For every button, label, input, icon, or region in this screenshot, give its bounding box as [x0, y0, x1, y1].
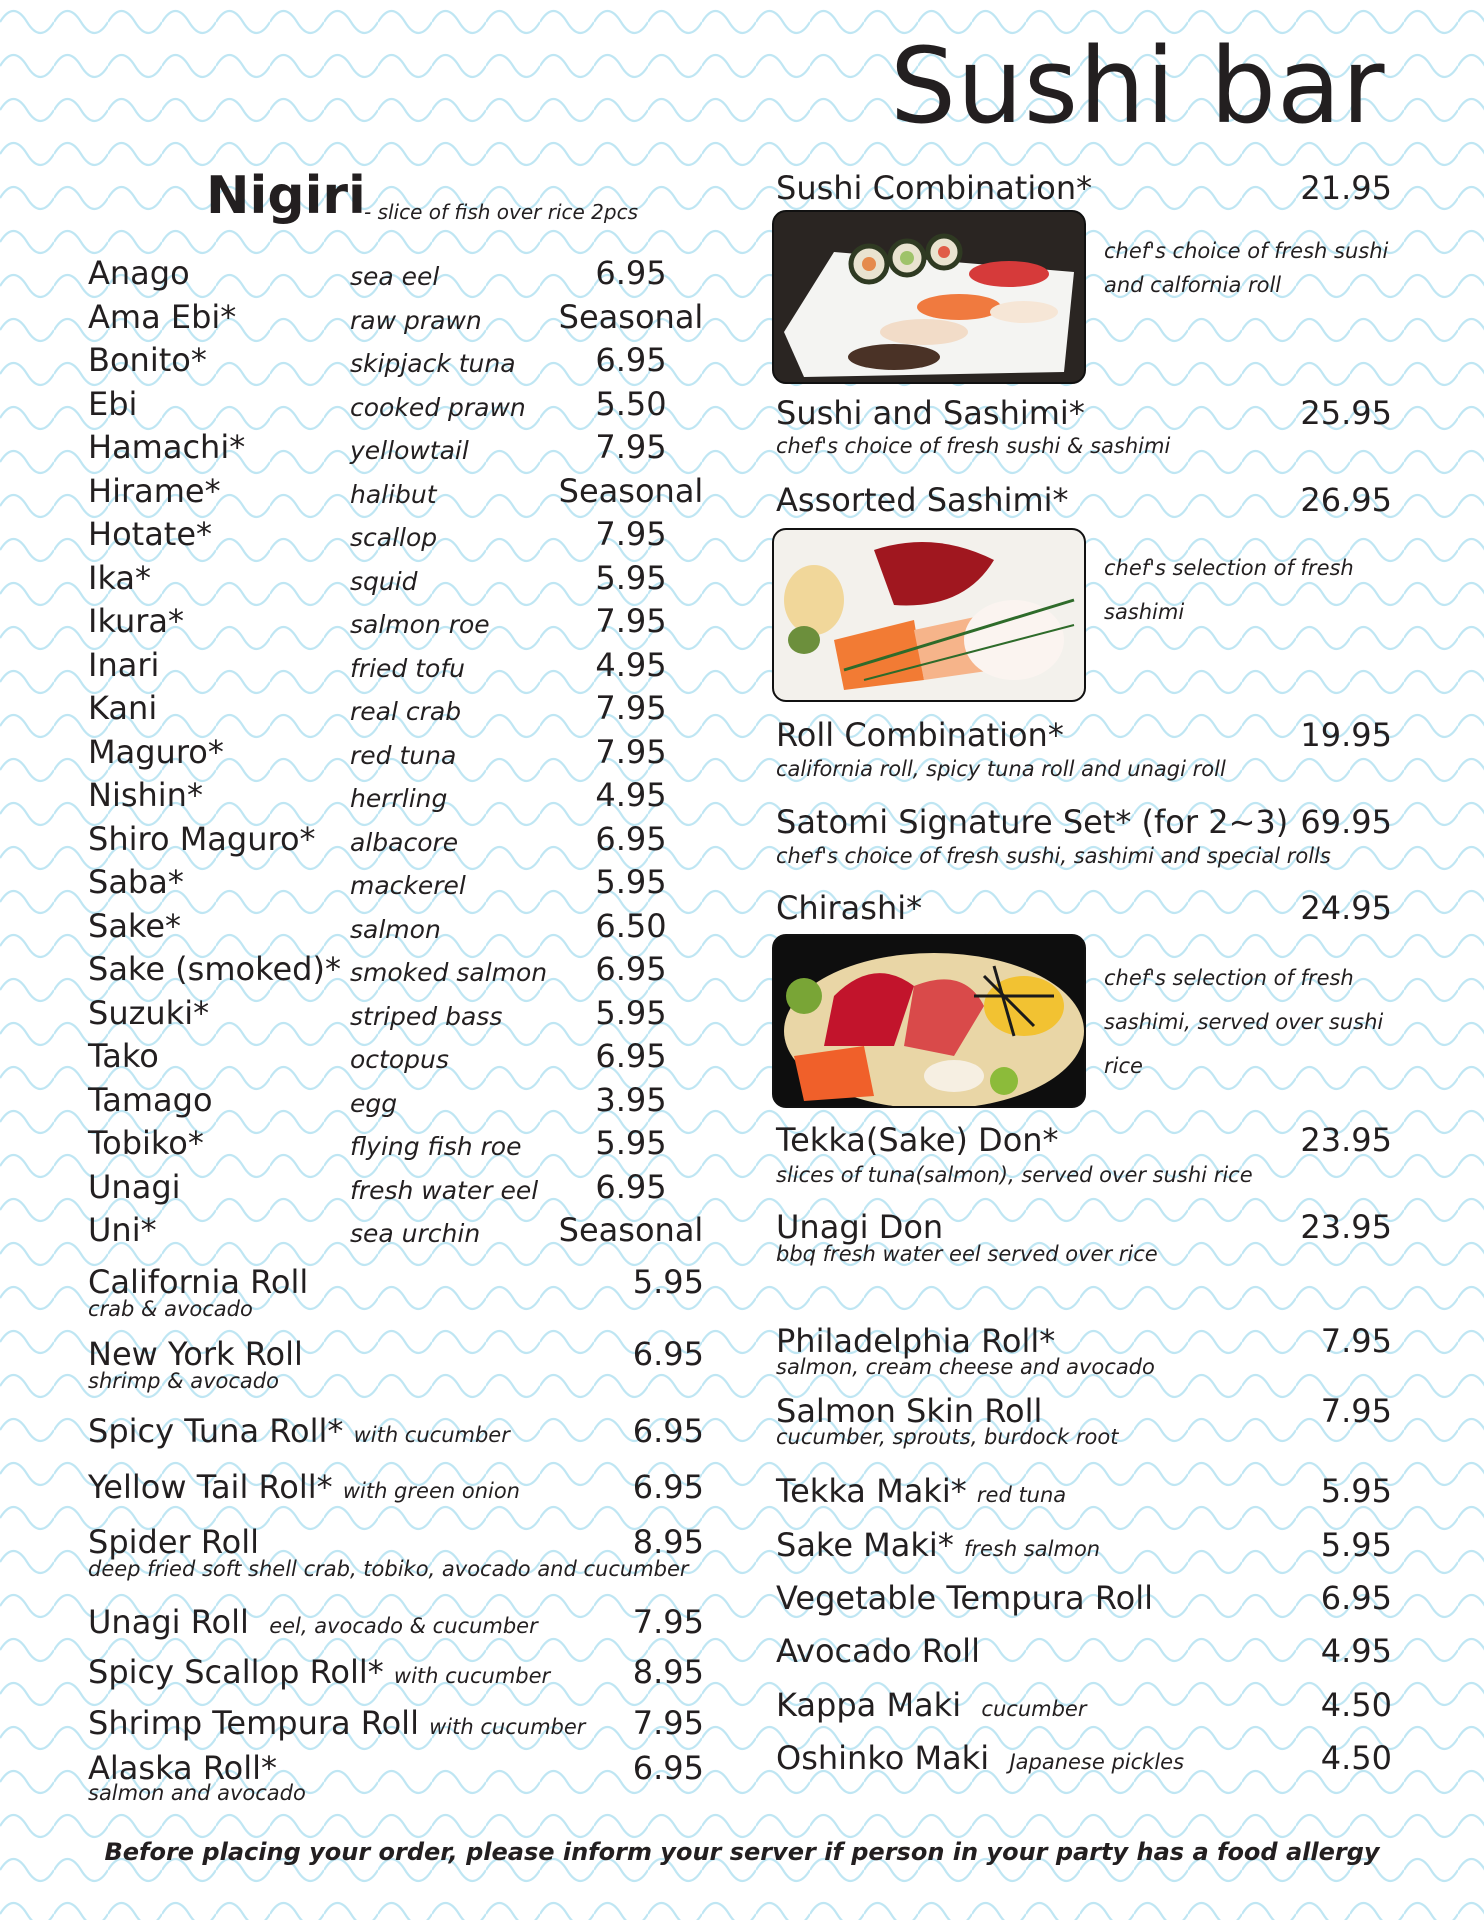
item-price: 6.95 [595, 341, 667, 379]
item-price: 23.95 [1300, 1208, 1392, 1246]
item-name: Unagi Don [776, 1208, 944, 1246]
item-name: Chirashi* [776, 889, 923, 927]
item-description: Japanese pickles [1009, 1750, 1185, 1774]
item-price: 5.95 [1320, 1472, 1392, 1510]
item-price: 5.95 [595, 1124, 667, 1162]
item-name: Unagi Roll [88, 1603, 249, 1641]
item-name: Ika* [88, 559, 152, 597]
item-description: slices of tuna(salmon), served over sushi rice [776, 1163, 1253, 1187]
item-description: herrling [350, 784, 448, 813]
item-description: chef's choice of fresh sushi, sashimi and special rolls [776, 844, 1331, 868]
item-name: Hotate* [88, 515, 213, 553]
item-price: 26.95 [1300, 481, 1392, 519]
item-description: raw prawn [350, 306, 482, 335]
item-description: albacore [350, 828, 459, 857]
item-description: smoked salmon [350, 958, 548, 987]
nigiri-item [0, 471, 720, 511]
photo-caption: chef's selection of fresh sashimi [1104, 556, 1354, 624]
item-description: sea eel [350, 262, 440, 291]
item-price: 69.95 [1300, 803, 1392, 841]
item-name: Sake* [88, 907, 181, 945]
item-description: salmon and avocado [88, 1781, 306, 1805]
item-name: Unagi [88, 1168, 181, 1206]
item-name: Philadelphia Roll* [776, 1322, 1056, 1360]
item-name: Spicy Tuna Roll* [88, 1412, 344, 1450]
item-description: with cucumber [353, 1423, 510, 1447]
item-name: Suzuki* [88, 994, 210, 1032]
item-description: striped bass [350, 1002, 503, 1031]
nigiri-item [0, 1080, 720, 1120]
nigiri-item [0, 601, 720, 641]
item-price: 7.95 [632, 1603, 704, 1641]
item-description: cooked prawn [350, 393, 526, 422]
item-price: 7.95 [595, 689, 667, 727]
item-price: 23.95 [1300, 1121, 1392, 1159]
nigiri-item [0, 1036, 720, 1076]
nigiri-item [0, 906, 720, 946]
item-price: 4.50 [1320, 1739, 1392, 1777]
item-name: Hirame* [88, 472, 221, 510]
allergy-notice: Before placing your order, please inform your server if person in your party has a food allergy [104, 1838, 1380, 1866]
item-name: Inari [88, 646, 160, 684]
item-name: Shrimp Tempura Roll [88, 1704, 419, 1742]
nigiri-item [0, 645, 720, 685]
item-name: Tekka Maki* [776, 1472, 967, 1510]
item-description: red tuna [350, 741, 457, 770]
item-name: Yellow Tail Roll* [88, 1468, 333, 1506]
item-name: Sushi Combination* [776, 169, 1093, 207]
item-name: Kappa Maki [776, 1686, 962, 1724]
photo-caption: chef's choice of fresh sushi and calfornia roll [1104, 239, 1389, 297]
item-price: 24.95 [1300, 889, 1392, 927]
item-name: Saba* [88, 863, 184, 901]
item-description: halibut [350, 480, 437, 509]
item-price: 6.95 [595, 254, 667, 292]
item-price: 6.50 [595, 907, 667, 945]
page-title: Sushi bar [890, 25, 1386, 147]
chirashi-photo [772, 934, 1086, 1108]
nigiri-item [0, 819, 720, 859]
item-description: skipjack tuna [350, 349, 516, 378]
nigiri-subtitle: - slice of fish over rice 2pcs [364, 200, 639, 224]
nigiri-item [0, 558, 720, 598]
item-price: 7.95 [595, 428, 667, 466]
item-price: 7.95 [595, 602, 667, 640]
item-name: Bonito* [88, 341, 207, 379]
item-price: 6.95 [632, 1412, 704, 1450]
item-price: 5.95 [595, 994, 667, 1032]
item-description: with green onion [342, 1479, 520, 1503]
item-price: 4.95 [1320, 1632, 1392, 1670]
nigiri-item [0, 253, 720, 293]
item-name: Ikura* [88, 602, 185, 640]
item-description: salmon, cream cheese and avocado [776, 1355, 1155, 1379]
item-description: shrimp & avocado [88, 1369, 279, 1393]
item-price: 8.95 [632, 1523, 704, 1561]
item-description: scallop [350, 523, 438, 552]
item-description: squid [350, 567, 418, 596]
item-name: Tekka(Sake) Don* [776, 1121, 1059, 1159]
item-name: Ebi [88, 385, 138, 423]
sushi-combination-image [774, 212, 1084, 382]
item-price: 6.95 [632, 1468, 704, 1506]
item-price: 3.95 [595, 1081, 667, 1119]
item-description: deep fried soft shell crab, tobiko, avocado and cucumber [88, 1557, 689, 1581]
item-price: 25.95 [1300, 394, 1392, 432]
nigiri-item [0, 732, 720, 772]
item-name: California Roll [88, 1263, 309, 1301]
nigiri-item [0, 514, 720, 554]
item-price: 6.95 [1320, 1579, 1392, 1617]
item-name: Sushi and Sashimi* [776, 394, 1085, 432]
nigiri-item [0, 384, 720, 424]
item-name: Uni* [88, 1211, 157, 1249]
item-name: Shiro Maguro* [88, 820, 316, 858]
item-price: 6.95 [595, 1037, 667, 1075]
item-name: Alaska Roll* [88, 1749, 277, 1787]
item-description: salmon roe [350, 610, 490, 639]
item-name: Anago [88, 254, 190, 292]
item-description: yellowtail [350, 436, 469, 465]
item-description: fresh salmon [963, 1537, 1101, 1561]
item-price: 5.50 [595, 385, 667, 423]
item-description: octopus [350, 1045, 449, 1074]
item-price: Seasonal [558, 298, 704, 336]
item-price: 5.95 [1320, 1526, 1392, 1564]
nigiri-item [0, 1210, 720, 1250]
item-description: cucumber, sprouts, burdock root [776, 1425, 1119, 1449]
item-name: Vegetable Tempura Roll [776, 1579, 1153, 1617]
item-price: 4.95 [595, 776, 667, 814]
nigiri-item [0, 427, 720, 467]
chirashi-image [774, 936, 1084, 1106]
item-description: fried tofu [350, 654, 465, 683]
item-name: Salmon Skin Roll [776, 1392, 1043, 1430]
item-description: eel, avocado & cucumber [269, 1614, 538, 1638]
item-price: 19.95 [1300, 716, 1392, 754]
item-name: Tako [88, 1037, 159, 1075]
item-price: 6.95 [595, 820, 667, 858]
item-price: 5.95 [595, 559, 667, 597]
item-name: New York Roll [88, 1335, 303, 1373]
item-name: Kani [88, 689, 158, 727]
item-price: 5.95 [632, 1263, 704, 1301]
item-price: 4.50 [1320, 1686, 1392, 1724]
item-name: Sake (smoked)* [88, 950, 341, 988]
assorted-sashimi-image [774, 530, 1084, 700]
item-description: chef's choice of fresh sushi & sashimi [776, 434, 1171, 458]
item-price: 7.95 [1320, 1322, 1392, 1360]
item-price: 6.95 [632, 1749, 704, 1787]
item-price: 7.95 [1320, 1392, 1392, 1430]
nigiri-heading: Nigiri [206, 166, 366, 226]
item-name: Assorted Sashimi* [776, 481, 1069, 519]
item-name: Satomi Signature Set* (for 2~3) [776, 803, 1289, 841]
item-price: 7.95 [595, 515, 667, 553]
item-name: Avocado Roll [776, 1632, 980, 1670]
item-price: Seasonal [558, 1211, 704, 1249]
nigiri-item [0, 949, 720, 989]
nigiri-item [0, 297, 720, 337]
item-name: Sake Maki* [776, 1526, 954, 1564]
item-description: mackerel [350, 871, 466, 900]
item-description: fresh water eel [350, 1176, 539, 1205]
item-price: 6.95 [595, 1168, 667, 1206]
item-price: 7.95 [595, 733, 667, 771]
item-description: flying fish roe [350, 1132, 522, 1161]
item-description: cucumber [981, 1697, 1087, 1721]
nigiri-item [0, 1167, 720, 1207]
item-price: 5.95 [595, 863, 667, 901]
item-description: real crab [350, 697, 462, 726]
nigiri-item [0, 862, 720, 902]
item-price: 7.95 [632, 1704, 704, 1742]
item-description: with cucumber [429, 1715, 586, 1739]
nigiri-item [0, 688, 720, 728]
item-price: Seasonal [558, 472, 704, 510]
item-description: california roll, spicy tuna roll and unagi roll [776, 757, 1226, 781]
nigiri-item [0, 993, 720, 1033]
assorted-sashimi-photo [772, 528, 1086, 702]
item-price: 8.95 [632, 1653, 704, 1691]
nigiri-item [0, 775, 720, 815]
item-price: 6.95 [632, 1335, 704, 1373]
item-name: Spicy Scallop Roll* [88, 1653, 384, 1691]
item-name: Maguro* [88, 733, 224, 771]
item-description: red tuna [976, 1483, 1067, 1507]
item-price: 4.95 [595, 646, 667, 684]
item-name: Ama Ebi* [88, 298, 237, 336]
item-description: with cucumber [393, 1664, 551, 1688]
item-name: Roll Combination* [776, 716, 1064, 754]
item-description: bbq fresh water eel served over rice [776, 1242, 1158, 1266]
item-name: Tobiko* [88, 1124, 204, 1162]
item-name: Tamago [88, 1081, 213, 1119]
item-price: 6.95 [595, 950, 667, 988]
item-name: Oshinko Maki [776, 1739, 990, 1777]
item-description: sea urchin [350, 1219, 481, 1248]
item-description: egg [350, 1089, 398, 1118]
item-name: Hamachi* [88, 428, 246, 466]
photo-caption: chef's selection of fresh sashimi, served over sushi rice [1104, 966, 1384, 1078]
nigiri-item [0, 340, 720, 380]
nigiri-item [0, 1123, 720, 1163]
item-description: crab & avocado [88, 1297, 253, 1321]
sushi-combination-photo [772, 210, 1086, 384]
item-price: 21.95 [1300, 169, 1392, 207]
item-name: Nishin* [88, 776, 203, 814]
item-name: Spider Roll [88, 1523, 259, 1561]
item-description: salmon [350, 915, 441, 944]
